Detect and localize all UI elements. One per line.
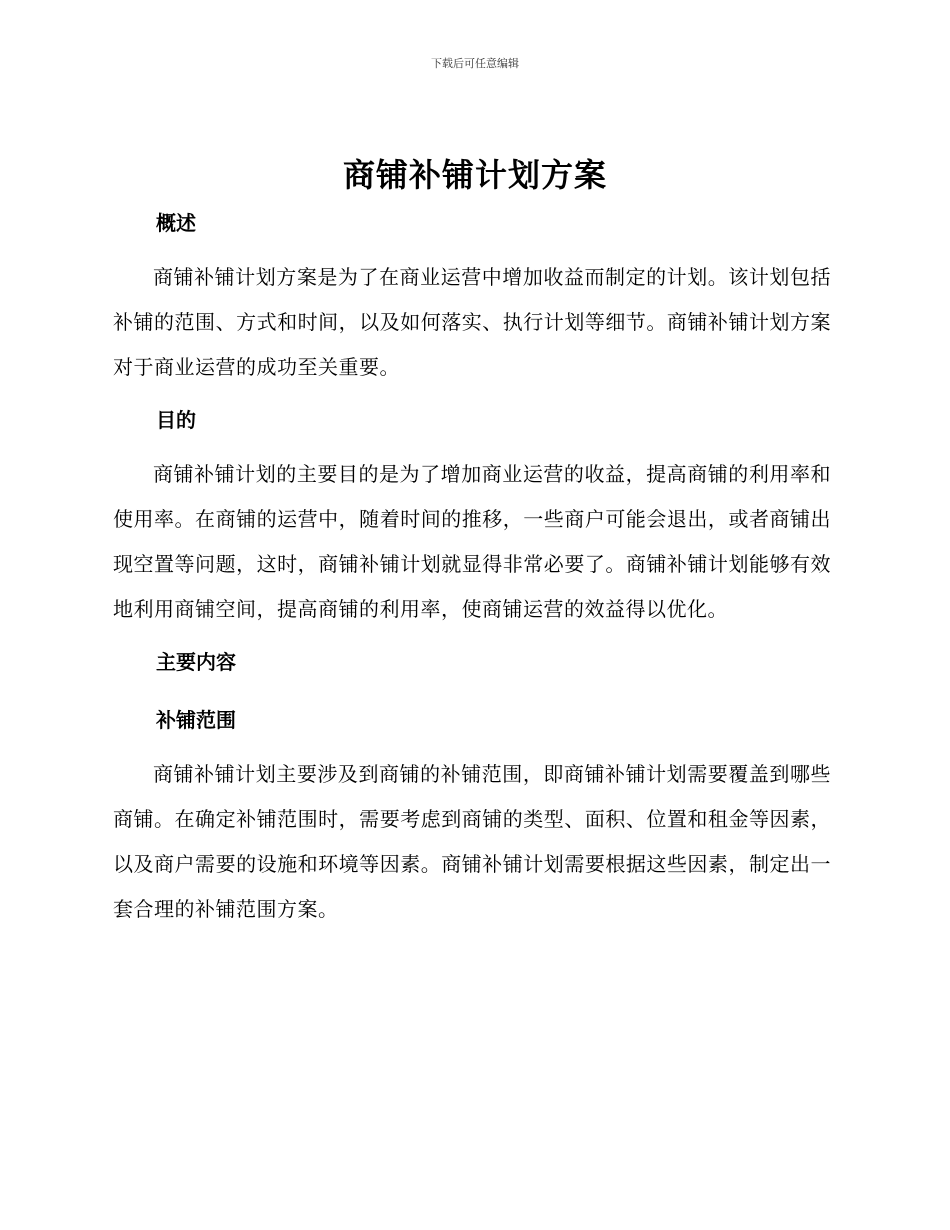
section-heading-overview: 概述 [156, 211, 196, 235]
section-heading-scope: 补铺范围 [156, 708, 236, 732]
document-body [113, 205, 831, 932]
section-heading-purpose: 目的 [156, 408, 196, 432]
header-note: 下载后可任意编辑 [431, 57, 519, 70]
section-heading-main-content: 主要内容 [156, 650, 236, 674]
document-title: 商铺补铺计划方案 [342, 156, 607, 194]
paragraph-scope: 商铺补铺计划主要涉及到商铺的补铺范围，即商铺补铺计划需要覆盖到哪些商铺。在确定补铺范围时，需要考虑到商铺的类型、面积、位置和租金等因素，以及商户需要的设施和环境等因素。商铺补铺计划需要根据这些因素，制定出一套合理的补铺范围方案。 [113, 762, 831, 921]
paragraph-purpose: 商铺补铺计划的主要目的是为了增加商业运营的收益，提高商铺的利用率和使用率。在商铺的运营中，随着时间的推移，一些商户可能会退出，或者商铺出现空置等问题，这时，商铺补铺计划就显得非常必要了。商铺补铺计划能够有效地利用商铺空间，提高商铺的利用率，使商铺运营的效益得以优化。 [113, 462, 831, 621]
paragraph-overview: 商铺补铺计划方案是为了在商业运营中增加收益而制定的计划。该计划包括补铺的范围、方式和时间，以及如何落实、执行计划等细节。商铺补铺计划方案对于商业运营的成功至关重要。 [113, 265, 831, 379]
